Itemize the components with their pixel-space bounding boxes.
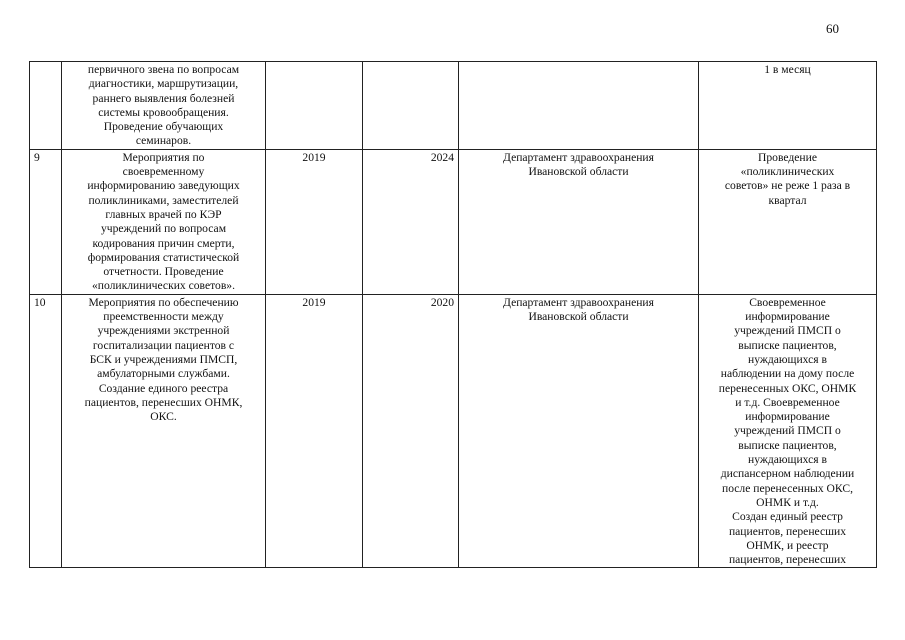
description-line: системы кровообращения. [98, 105, 229, 119]
expected-result [699, 149, 877, 294]
description-line: Создание единого реестра [98, 381, 229, 395]
description-line: амбулаторными службами. [97, 367, 230, 381]
description-line: ОКС. [150, 410, 177, 424]
description-line: раннего выявления болезней [92, 91, 235, 105]
description-line: кодирования причин смерти, [92, 236, 235, 250]
start-year [266, 62, 363, 150]
result-line: учреждений ПМСП о [734, 324, 841, 338]
executor-line: Департамент здравоохранения [503, 295, 654, 309]
description-line: своевременному [122, 165, 205, 179]
description-line: Мероприятия по обеспечению [88, 295, 239, 309]
description-line: «поликлинических советов». [92, 279, 235, 293]
description-line: учреждений по вопросам [100, 222, 227, 236]
result-line: ОНМК, и реестр [746, 538, 829, 552]
result-line: информирование [745, 410, 830, 424]
activity-description [62, 149, 266, 294]
executor-line: Департамент здравоохранения [503, 150, 654, 164]
expected-result [699, 62, 877, 150]
result-line: пациентов, перенесших [728, 524, 847, 538]
description-line: госпитализации пациентов с [92, 338, 235, 352]
row-number: 9 [30, 149, 62, 294]
result-line: диспансерном наблюдении [720, 467, 855, 481]
result-line: Создан единый реестр [732, 510, 843, 524]
end-year [363, 62, 459, 150]
activities-table [29, 61, 877, 568]
table-row [30, 62, 877, 150]
result-line: наблюдении на дому после [720, 367, 855, 381]
activity-description [62, 62, 266, 150]
row-number [30, 62, 62, 150]
description-line: информированию заведующих [87, 179, 240, 193]
executor-line: Ивановской области [528, 310, 629, 324]
executor [459, 62, 699, 150]
description-line: главных врачей по КЭР [105, 207, 222, 221]
result-line: после перенесенных ОКС, [722, 481, 853, 495]
result-line: и т.д. Своевременное [735, 395, 840, 409]
row-number: 10 [30, 294, 62, 568]
result-line: перенесенных ОКС, ОНМК [718, 381, 857, 395]
description-line: поликлиниками, заместителей [88, 193, 239, 207]
executor [459, 294, 699, 568]
description-line: Мероприятия по [122, 150, 205, 164]
start-year: 2019 [266, 149, 363, 294]
result-line: Проведение [758, 150, 817, 164]
result-line: пациентов, перенесших [728, 553, 847, 567]
result-line: ОНМК и т.д. [756, 495, 819, 509]
description-line: отчетности. Проведение [103, 265, 224, 279]
executor-line: Ивановской области [528, 165, 629, 179]
description-line: первичного звена по вопросам [87, 63, 240, 76]
result-line: «поликлинических [740, 165, 835, 179]
start-year: 2019 [266, 294, 363, 568]
description-line: Проведение обучающих [103, 120, 224, 134]
result-line: 1 в месяц [764, 63, 811, 76]
expected-result [699, 294, 877, 568]
description-line: пациентов, перенесших ОНМК, [84, 395, 243, 409]
table-row [30, 149, 877, 294]
result-line: нуждающихся в [747, 453, 827, 467]
result-line: Своевременное [749, 295, 826, 309]
result-line: нуждающихся в [747, 352, 827, 366]
result-line: квартал [768, 193, 807, 207]
description-line: формирования статистической [87, 250, 240, 264]
result-line: советов» не реже 1 раза в [724, 179, 851, 193]
page-number: 60 [826, 21, 839, 36]
description-line: семинаров. [135, 134, 192, 148]
result-line: информирование [745, 310, 830, 324]
result-line: учреждений ПМСП о [734, 424, 841, 438]
table-row [30, 294, 877, 568]
description-line: диагностики, маршрутизации, [88, 77, 239, 91]
executor [459, 149, 699, 294]
activity-description [62, 294, 266, 568]
result-line: выписке пациентов, [738, 338, 837, 352]
description-line: преемственности между [103, 310, 224, 324]
description-line: учреждениями экстренной [97, 324, 230, 338]
description-line: БСК и учреждениями ПМСП, [89, 352, 238, 366]
end-year: 2020 [363, 294, 459, 568]
result-line: выписке пациентов, [738, 438, 837, 452]
end-year: 2024 [363, 149, 459, 294]
